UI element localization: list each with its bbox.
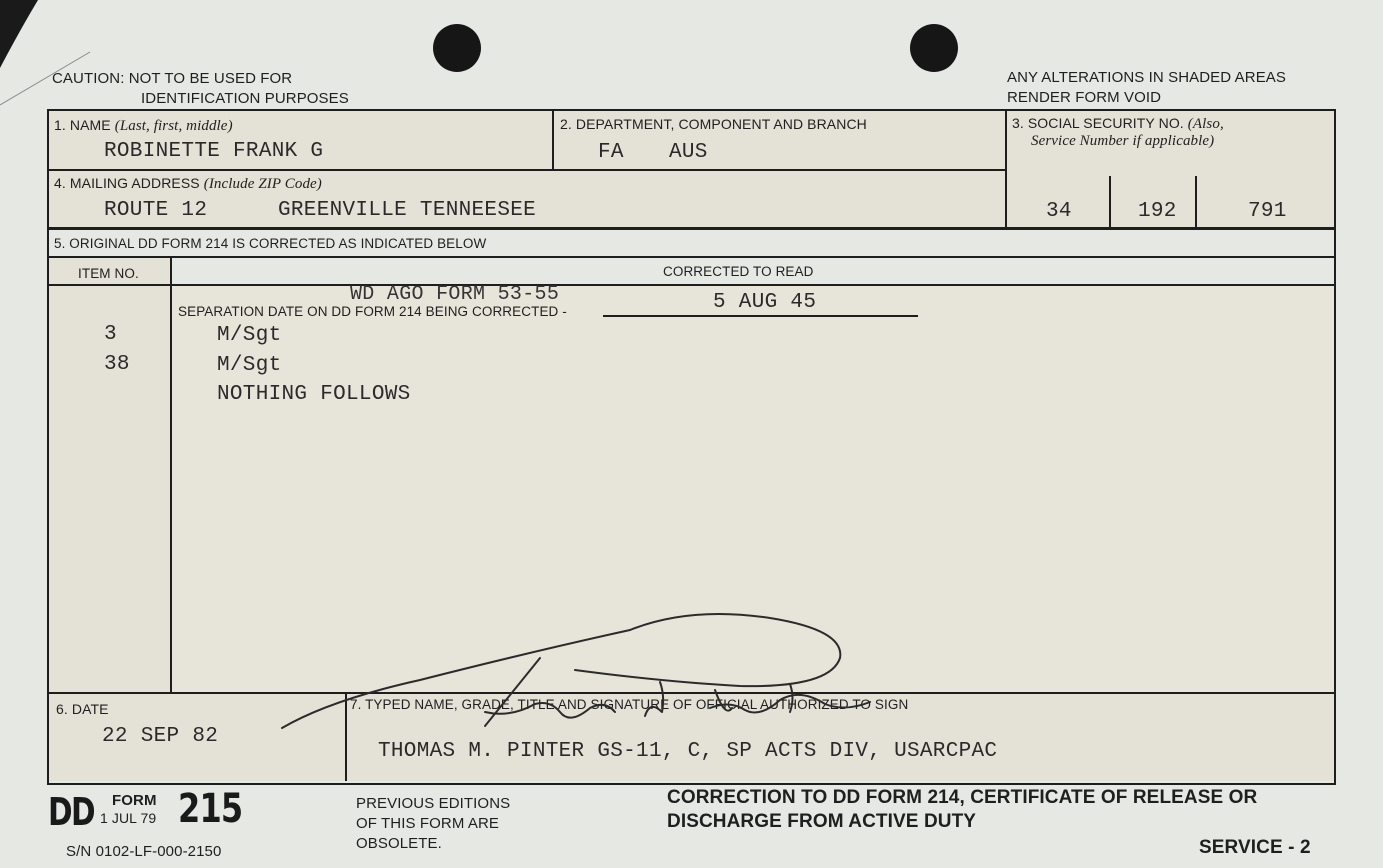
corner-tear [0,0,100,110]
item-no-row2: 38 [104,353,130,376]
address-label: 4. MAILING ADDRESS (Include ZIP Code) [54,175,322,192]
form-title-line1: CORRECTION TO DD FORM 214, CERTIFICATE OF RELEASE OR [667,787,1258,808]
signer-value: THOMAS M. PINTER GS-11, C, SP ACTS DIV, USARCPAC [378,740,998,763]
form-number: 215 [178,786,243,832]
form-word: FORM [112,792,157,809]
ssn-part1: 34 [1046,200,1072,223]
rule-ssn-2 [1195,176,1197,228]
rule-name-bottom [49,169,1006,171]
field5-label: 5. ORIGINAL DD FORM 214 IS CORRECTED AS INDICATED BELOW [54,236,487,251]
previous-editions-1: PREVIOUS EDITIONS [356,795,511,812]
rule-field5-bottom [49,256,1334,258]
rule-ssn-left [1005,111,1007,228]
caution-line1: CAUTION: NOT TO BE USED FOR [52,70,293,87]
item-no-header: ITEM NO. [78,266,139,281]
rule-item-column [170,257,172,693]
signature [270,600,890,740]
item-no-row1: 3 [104,323,117,346]
address-route: ROUTE 12 [104,199,208,222]
form-date: 1 JUL 79 [100,810,157,826]
alterations-line1: ANY ALTERATIONS IN SHADED AREAS [1007,69,1287,86]
name-label: 1. NAME (Last, first, middle) [54,117,233,134]
stock-number: S/N 0102-LF-000-2150 [66,843,222,860]
nothing-follows: NOTHING FOLLOWS [217,383,411,406]
caution-line2: IDENTIFICATION PURPOSES [141,90,349,107]
form-overtype: WD AGO FORM 53-55 [350,283,560,306]
signer-label: 7. TYPED NAME, GRADE, TITLE AND SIGNATURE OF OFFICIAL AUTHORIZED TO SIGN [350,697,909,712]
rule-header-bottom [49,284,1334,286]
department-label: 2. DEPARTMENT, COMPONENT AND BRANCH [560,116,867,132]
date-label: 6. DATE [56,701,109,717]
alterations-line2: RENDER FORM VOID [1007,89,1162,106]
previous-editions-2: OF THIS FORM ARE [356,815,500,832]
department-value: FA [598,141,624,164]
separation-date-value: 5 AUG 45 [713,291,817,314]
punch-hole-right [910,24,958,72]
punch-hole-left [433,24,481,72]
ssn-label-line2: Service Number if applicable) [1031,133,1215,149]
rule-ssn-1 [1109,176,1111,228]
rule-address-bottom [49,227,1334,230]
ssn-part3: 791 [1248,200,1287,223]
corrected-row2: M/Sgt [217,354,282,377]
form-title-line2: DISCHARGE FROM ACTIVE DUTY [667,811,977,832]
separation-date-label: SEPARATION DATE ON DD FORM 214 BEING CORRECTED - [178,304,567,319]
separation-date-underline [603,315,918,317]
rule-name-dept [552,111,554,170]
ssn-label: 3. SOCIAL SECURITY NO. (Also, [1012,115,1224,132]
component-value: AUS [669,141,708,164]
ssn-part2: 192 [1138,200,1177,223]
copy-designation: SERVICE - 2 [1199,837,1311,858]
previous-editions-3: OBSOLETE. [356,835,442,852]
corrected-row1: M/Sgt [217,324,282,347]
date-value: 22 SEP 82 [102,725,219,748]
corrected-header: CORRECTED TO READ [663,264,814,279]
name-value: ROBINETTE FRANK G [104,140,324,163]
address-city: GREENVILLE TENNEESEE [278,199,537,222]
dd-mark: DD [48,790,95,834]
